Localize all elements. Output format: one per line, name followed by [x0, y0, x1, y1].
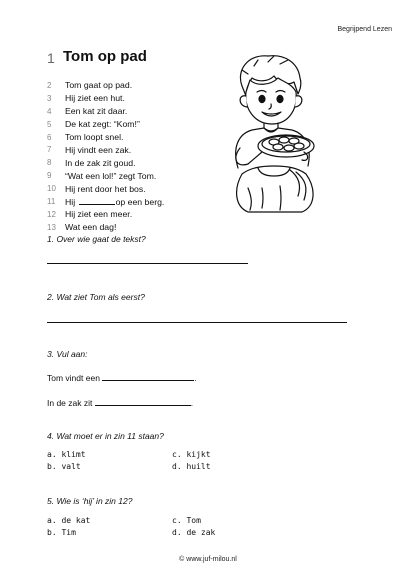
question-1: 1. Over wie gaat de tekst?: [47, 234, 146, 244]
fill-in-2: In de zak zit .: [47, 398, 194, 408]
option-5a[interactable]: a. de kat: [47, 516, 91, 525]
story-line: 11 Hij op een berg.: [47, 196, 165, 207]
footer-copyright: © www.juf-milou.nl: [179, 556, 237, 563]
story-lines: [47, 79, 227, 234]
answer-line-1[interactable]: [47, 263, 248, 264]
story-line: 6 Tom loopt snel.: [47, 132, 124, 142]
option-4d[interactable]: d. huilt: [172, 462, 211, 471]
story-line: 4 Een kat zit daar.: [47, 106, 128, 117]
story-line: 7 Hij vindt een zak.: [47, 144, 132, 155]
page-title: Tom op pad: [63, 48, 147, 65]
fill-in-1: Tom vindt een .: [47, 373, 197, 383]
story-line: 3 Hij ziet een hut.: [47, 93, 125, 104]
story-blank[interactable]: [79, 196, 115, 205]
question-2: 2. Wat ziet Tom als eerst?: [47, 292, 145, 302]
story-line: 10 Hij rent door het bos.: [47, 183, 146, 194]
option-5d[interactable]: d. de zak: [172, 528, 216, 537]
question-3: 3. Vul aan:: [47, 349, 88, 359]
story-line: 2 Tom gaat op pad.: [47, 80, 133, 91]
option-5b[interactable]: b. Tim: [47, 528, 76, 537]
boy-with-sack-illustration: [218, 48, 328, 216]
title-number: 1: [47, 50, 55, 66]
option-4c[interactable]: c. kijkt: [172, 450, 211, 459]
question-4: 4. Wat moet er in zin 11 staan?: [47, 431, 164, 441]
story-line: 8 In de zak zit goud.: [47, 157, 136, 168]
story-line: 13 Wat een dag!: [47, 222, 117, 233]
worksheet-category: Begrijpend Lezen: [337, 26, 392, 33]
story-line: 12 Hij ziet een meer.: [47, 209, 133, 220]
answer-line-2[interactable]: [47, 322, 347, 323]
story-line: 9 “Wat een lol!” zegt Tom.: [47, 170, 157, 181]
option-4a[interactable]: a. klimt: [47, 450, 86, 459]
story-line: 5 De kat zegt: “Kom!”: [47, 119, 140, 130]
fill-blank-1[interactable]: [102, 372, 194, 381]
option-4b[interactable]: b. valt: [47, 462, 81, 471]
question-5: 5. Wie is ‘hij’ in zin 12?: [47, 496, 133, 506]
option-5c[interactable]: c. Tom: [172, 516, 201, 525]
fill-blank-2[interactable]: [95, 397, 191, 406]
